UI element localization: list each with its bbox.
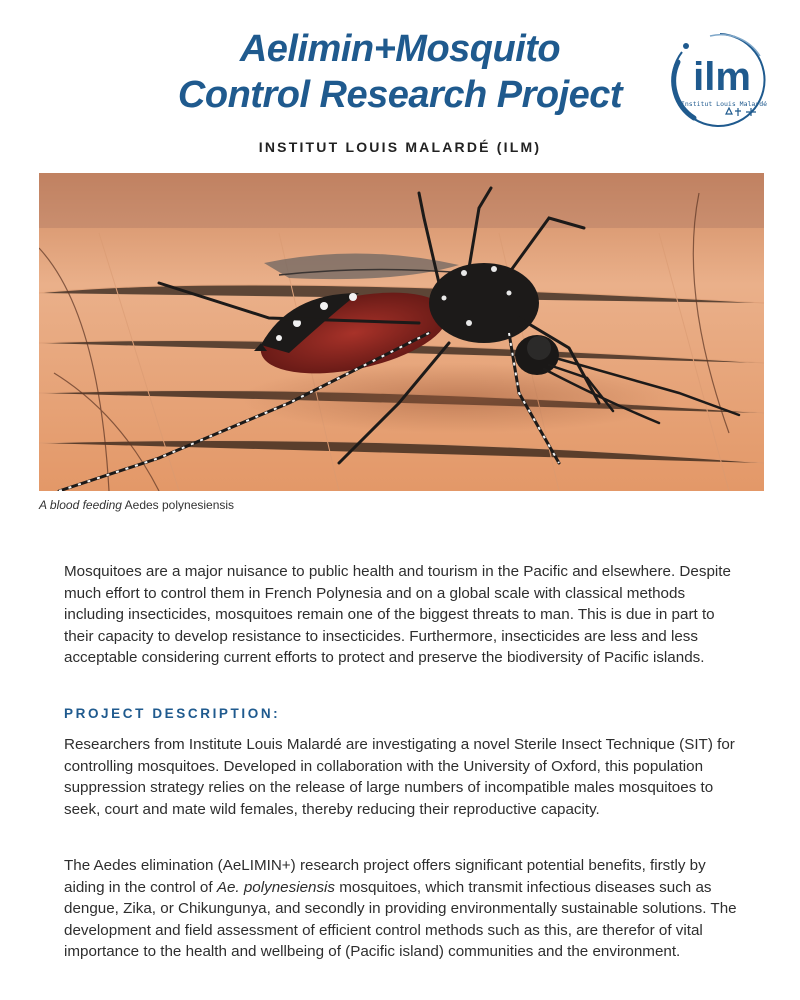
caption-species: Aedes polynesiensis — [124, 498, 235, 512]
page-title — [130, 26, 670, 118]
title-line-2: Control Research Project — [177, 74, 623, 116]
mosquito-image — [39, 173, 764, 491]
title-line-1: Aelimin+Mosquito — [239, 28, 561, 70]
paragraph-2-end: mosquitoes, which transmit infectious diseases such as dengue, Zika, or Chikungunya, and secondly in providing environmentally sustainable solutions. The development and field assessment of efficient control methods such as this, are therefor of vital importance to the health and wellbeing of (Pacific island) communities and the environment. — [64, 878, 737, 960]
logo-subtext: Institut Louis Malardé — [680, 100, 768, 108]
logo-text: ilm — [693, 55, 751, 99]
species-name: Ae. polynesiensis — [216, 878, 336, 896]
intro-paragraph: Mosquitoes are a major nuisance to public health and tourism in the Pacific and elsewhere. Despite much effort to control them in French Polynesia and on a global scale with classical methods including insecticides, mosquitoes remain one of the biggest threats to man. This is due in part to their capacity to develop resistance to insecticides. Furthermore, insecticides are less and less acceptable considering current efforts to protect and preserve the biodiversity of Pacific islands. — [64, 563, 731, 666]
institute-subtitle: INSTITUT LOUIS MALARDÉ (ILM) — [258, 139, 542, 155]
ilm-logo — [664, 26, 776, 130]
caption-prefix: A blood feeding — [39, 498, 122, 512]
photo-caption — [39, 498, 234, 512]
project-paragraph-2 — [64, 855, 744, 963]
project-description-heading: PROJECT DESCRIPTION: — [64, 706, 281, 721]
paragraph-2-start: The Aedes elimination (AeLIMIN+) research project offers significant potential benefits, firstly by aiding in the control of — [64, 857, 706, 896]
project-paragraph-1: Researchers from Institute Louis Malardé are investigating a novel Sterile Insect Technique (SIT) for controlling mosquitoes. Developed in collaboration with the University of Oxford, this population suppression strategy relies on the release of large numbers of incompatible males mosquitoes to seek, court and mate wild females, thereby reducing their reproductive capacity. — [64, 736, 735, 818]
mosquito-photo — [39, 173, 764, 491]
